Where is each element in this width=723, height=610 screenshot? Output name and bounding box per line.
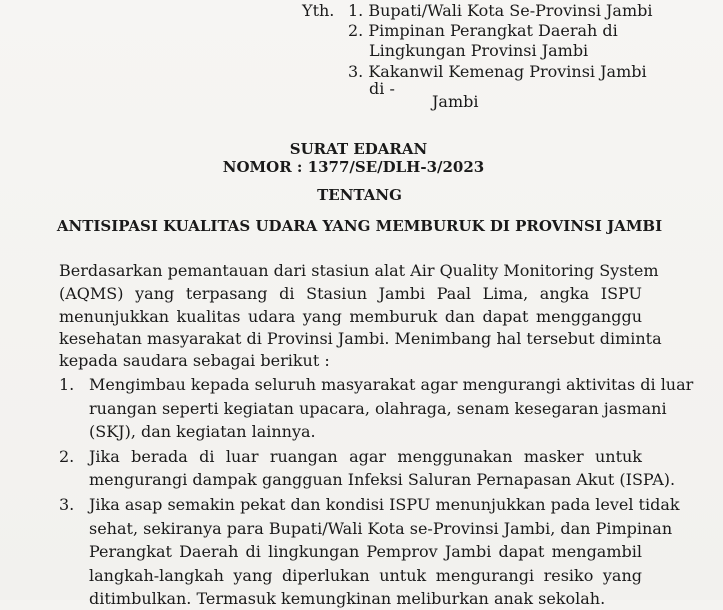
- intro-line-4: kesehatan masyarakat di Provinsi Jambi. Menimbang hal tersebut diminta: [59, 329, 662, 348]
- list-item-line: Perangkat Daerah di lingkungan Pemprov Jambi dapat mengambil: [89, 542, 642, 561]
- list-item-line: ruangan seperti kegiatan upacara, olahraga, senam kesegaran jasmani: [89, 399, 667, 418]
- list-item-line: Jika asap semakin pekat dan kondisi ISPU menunjukkan pada level tidak: [89, 495, 680, 514]
- list-item-line: (SKJ), dan kegiatan lainnya.: [89, 422, 316, 441]
- yth-label: Yth.: [302, 1, 335, 20]
- list-item-line: Jika berada di luar ruangan agar menggunakan masker untuk: [89, 447, 642, 466]
- surat-edaran-heading: SURAT EDARAN: [289, 140, 428, 158]
- list-item-number: 3.: [59, 495, 75, 514]
- recipient-line-3: Lingkungan Provinsi Jambi: [369, 41, 589, 60]
- recipient-line-city: Jambi: [432, 92, 479, 111]
- subject-heading: ANTISIPASI KUALITAS UDARA YANG MEMBURUK DI PROVINSI JAMBI: [56, 217, 663, 235]
- tentang-heading: TENTANG: [317, 186, 402, 204]
- recipient-line-di: di -: [369, 79, 395, 98]
- list-item-line: ditimbulkan. Termasuk kemungkinan meliburkan anak sekolah.: [89, 589, 606, 608]
- recipient-line-2: 2. Pimpinan Perangkat Daerah di: [348, 21, 618, 40]
- list-item-number: 2.: [59, 447, 75, 466]
- recipient-line-4: 3. Kakanwil Kemenag Provinsi Jambi: [348, 62, 647, 81]
- recipient-line-1: 1. Bupati/Wali Kota Se-Provinsi Jambi: [348, 1, 653, 20]
- list-item-line: Mengimbau kepada seluruh masyarakat agar mengurangi aktivitas di luar: [89, 375, 694, 394]
- list-item-line: langkah-langkah yang diperlukan untuk mengurangi resiko yang: [89, 566, 642, 585]
- nomor-heading: NOMOR : 1377/SE/DLH-3/2023: [222, 158, 485, 176]
- intro-line-5: kepada saudara sebagai berikut :: [59, 351, 330, 370]
- list-item-line: mengurangi dampak gangguan Infeksi Saluran Pernapasan Akut (ISPA).: [89, 470, 676, 489]
- list-item-line: sehat, sekiranya para Bupati/Wali Kota se-Provinsi Jambi, dan Pimpinan: [89, 519, 673, 538]
- intro-line-1: Berdasarkan pemantauan dari stasiun alat Air Quality Monitoring System: [59, 261, 659, 280]
- intro-line-3: menunjukkan kualitas udara yang memburuk dan dapat mengganggu: [59, 307, 642, 326]
- list-item-number: 1.: [59, 375, 75, 394]
- intro-line-2: (AQMS) yang terpasang di Stasiun Jambi Paal Lima, angka ISPU: [59, 284, 642, 303]
